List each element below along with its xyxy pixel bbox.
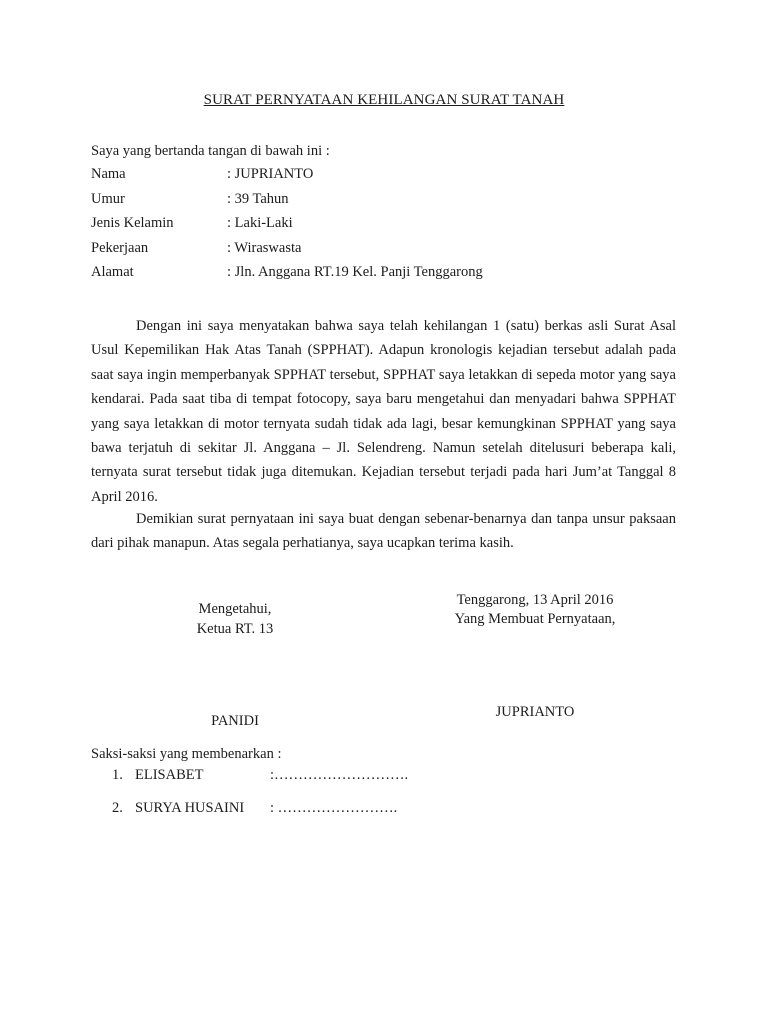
- witness-signature-line: : …………………….: [270, 800, 398, 816]
- field-value: : Laki-Laki: [227, 215, 293, 231]
- field-row-umur: [91, 191, 691, 211]
- field-row-nama: [91, 166, 691, 186]
- rt-head-title: Ketua RT. 13: [196, 621, 274, 637]
- document-title: SURAT PERNYATAAN KEHILANGAN SURAT TANAH: [203, 92, 565, 108]
- field-value: : 39 Tahun: [227, 191, 289, 207]
- field-value: : Wiraswasta: [227, 240, 302, 256]
- acknowledged-label: Mengetahui,: [198, 601, 272, 617]
- witness-name: ELISABET: [135, 767, 204, 783]
- declarant-name: JUPRIANTO: [495, 704, 575, 720]
- witness-number: 1.: [112, 767, 123, 783]
- field-value: : Jln. Anggana RT.19 Kel. Panji Tenggarong: [227, 264, 483, 280]
- declarant-role: Yang Membuat Pernyataan,: [454, 611, 616, 627]
- field-row-alamat: [91, 264, 691, 284]
- statement-paragraph: Dengan ini saya menyatakan bahwa saya telah kehilangan 1 (satu) berkas asli Surat Asal Usul Kepemilikan Hak Atas Tanah (SPPHAT). Adapun kronologis kejadian tersebut adalah pada saat saya ingin memperbanyak SPPHAT tersebut, SPPHAT saya letakkan di sepeda motor yang saya kendarai. Pada saat tiba di tempat fotocopy, saya baru mengetahui dan menyadari bahwa SPPHAT yang saya letakkan di motor ternyata sudah tidak ada lagi, besar kemungkinan SPPHAT yang saya bawa terjatuh di sekitar Jl. Anggana – Jl. Selendreng. Namun setelah ditelusuri beberapa kali, ternyata surat tersebut tidak juga ditemukan. Kejadian tersebut terjadi pada hari Jum’at Tanggal 8 April 2016.: [91, 318, 676, 505]
- witness-signature-line: :……………………….: [270, 767, 409, 783]
- field-label: Nama: [91, 166, 126, 182]
- witness-row: [112, 800, 512, 820]
- field-label: Pekerjaan: [91, 240, 149, 256]
- rt-head-name: PANIDI: [211, 713, 259, 729]
- field-label: Jenis Kelamin: [91, 215, 174, 231]
- field-row-pekerjaan: [91, 240, 691, 260]
- witness-row: [112, 767, 512, 787]
- witness-name: SURYA HUSAINI: [135, 800, 245, 816]
- place-date: Tenggarong, 13 April 2016: [456, 592, 614, 608]
- field-row-jenis-kelamin: [91, 215, 691, 235]
- field-label: Umur: [91, 191, 125, 207]
- closing-paragraph: Demikian surat pernyataan ini saya buat dengan sebenar-benarnya dan tanpa unsur paksaan dari pihak manapun. Atas segala perhatianya, saya ucapkan terima kasih.: [91, 511, 676, 552]
- witness-number: 2.: [112, 800, 123, 816]
- field-value: : JUPRIANTO: [227, 166, 314, 182]
- witness-heading: Saksi-saksi yang membenarkan :: [91, 746, 282, 762]
- field-label: Alamat: [91, 264, 134, 280]
- intro-text: Saya yang bertanda tangan di bawah ini :: [91, 143, 330, 159]
